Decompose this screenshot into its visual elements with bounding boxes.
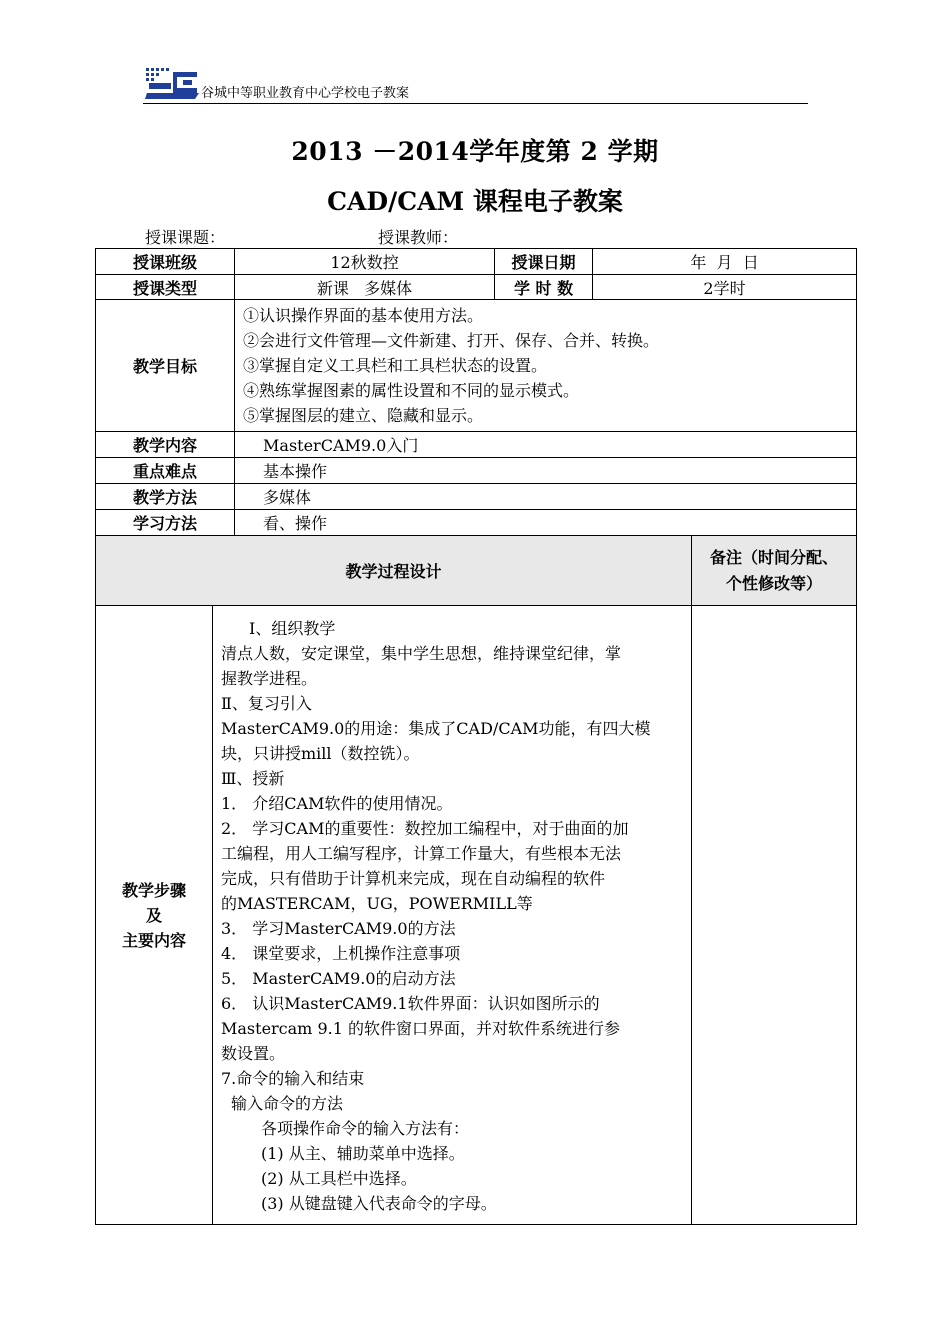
process-line: 数设置。 (221, 1044, 286, 1063)
content-value: MasterCAM9.0入门 (235, 432, 857, 458)
process-line: 清点人数，安定课堂，集中学生思想，维持课堂纪律，掌 (221, 644, 622, 663)
process-line: Ⅲ、授新 (221, 769, 285, 788)
process-line: (3) 从键盘键入代表命令的字母。 (261, 1194, 497, 1213)
design-label: 教学过程设计 (96, 536, 692, 606)
teacher-label: 授课教师： (378, 228, 459, 247)
process-line: Ⅱ、复习引入 (221, 694, 312, 713)
steps-label-line1: 教学步骤 (121, 880, 186, 900)
process-line: Ⅰ、组织教学 (249, 619, 336, 638)
goal-item: ③掌握自定义工具栏和工具栏状态的设置。 (243, 356, 548, 375)
date-value: 年 月 日 (593, 249, 857, 275)
process-line: Mastercam 9.1 的软件窗口界面，并对软件系统进行参 (221, 1019, 620, 1038)
page-header (143, 66, 808, 104)
process-line: 4． 课堂要求，上机操作注意事项 (221, 944, 461, 963)
hours-label: 学 时 数 (495, 275, 593, 300)
content-row (96, 432, 857, 458)
class-label: 授课班级 (96, 249, 235, 275)
process-line: 6． 认识MasterCAM9.1软件界面：认识如图所示的 (221, 994, 600, 1013)
process-line: (1) 从主、辅助菜单中选择。 (261, 1144, 465, 1163)
process-line: 1． 介绍CAM软件的使用情况。 (221, 794, 453, 813)
process-row (96, 606, 857, 1225)
notes-cell (692, 606, 857, 1225)
steps-label (96, 606, 213, 1225)
method-label: 教学方法 (96, 484, 235, 510)
study-value: 看、操作 (235, 510, 857, 536)
study-row (96, 510, 857, 536)
process-line: (2) 从工具栏中选择。 (261, 1169, 417, 1188)
goal-item: ⑤掌握图层的建立、隐藏和显示。 (243, 406, 484, 425)
notes-label-line2: 个性修改等） (726, 573, 823, 593)
process-line: 完成，只有借助于计算机来完成，现在自动编程的软件 (221, 869, 606, 888)
content-label: 教学内容 (96, 432, 235, 458)
process-line: 工编程，用人工编写程序，计算工作量大，有些根本无法 (221, 844, 622, 863)
goals-row (96, 300, 857, 432)
process-line: 输入命令的方法 (231, 1094, 344, 1113)
goal-item: ②会进行文件管理—文件新建、打开、保存、合并、转换。 (243, 331, 660, 350)
course-title: CAD/CAM 课程电子教案 (327, 187, 623, 216)
process-line: 2． 学习CAM的重要性：数控加工编程中，对于曲面的加 (221, 819, 629, 838)
semester-title: 2013 －2014学年度第 2 学期 (291, 137, 659, 166)
steps-label-line3: 主要内容 (121, 930, 186, 950)
process-line: 3． 学习MasterCAM9.0的方法 (221, 919, 456, 938)
header-divider (143, 103, 808, 104)
process-line: 各项操作命令的输入方法有： (261, 1119, 470, 1138)
notes-label-line1: 备注（时间分配、 (710, 547, 839, 567)
process-line: 7.命令的输入和结束 (221, 1069, 365, 1088)
difficulty-label: 重点难点 (96, 458, 235, 484)
type-label: 授课类型 (96, 275, 235, 300)
process-line: 块，只讲授mill（数控铣）。 (221, 744, 420, 763)
process-line: MasterCAM9.0的用途：集成了CAD/CAM功能，有四大模 (221, 719, 651, 738)
class-row (96, 249, 857, 275)
class-value: 12秋数控 (235, 249, 495, 275)
notes-header (692, 536, 857, 606)
method-row (96, 484, 857, 510)
study-label: 学习方法 (96, 510, 235, 536)
topic-label: 授课课题： (145, 228, 226, 247)
goals-label: 教学目标 (96, 300, 235, 432)
process-content (213, 606, 692, 1225)
type-value: 新课 多媒体 (235, 275, 495, 300)
method-value: 多媒体 (235, 484, 857, 510)
school-logo (143, 66, 203, 102)
goal-item: ①认识操作界面的基本使用方法。 (243, 306, 484, 325)
steps-label-line2: 及 (145, 905, 162, 925)
process-line: 握教学进程。 (221, 669, 318, 688)
lesson-plan-table (95, 248, 857, 1225)
type-row (96, 275, 857, 300)
goals-list (235, 300, 857, 432)
difficulty-row (96, 458, 857, 484)
process-line: 的MASTERCAM，UG，POWERMILL等 (221, 894, 533, 913)
school-name: 谷城中等职业教育中心学校电子教案 (201, 86, 410, 101)
goal-item: ④熟练掌握图素的属性设置和不同的显示模式。 (243, 381, 580, 400)
date-label: 授课日期 (495, 249, 593, 275)
hours-value: 2学时 (593, 275, 857, 300)
difficulty-value: 基本操作 (235, 458, 857, 484)
process-line: 5． MasterCAM9.0的启动方法 (221, 969, 456, 988)
design-row (96, 536, 857, 606)
